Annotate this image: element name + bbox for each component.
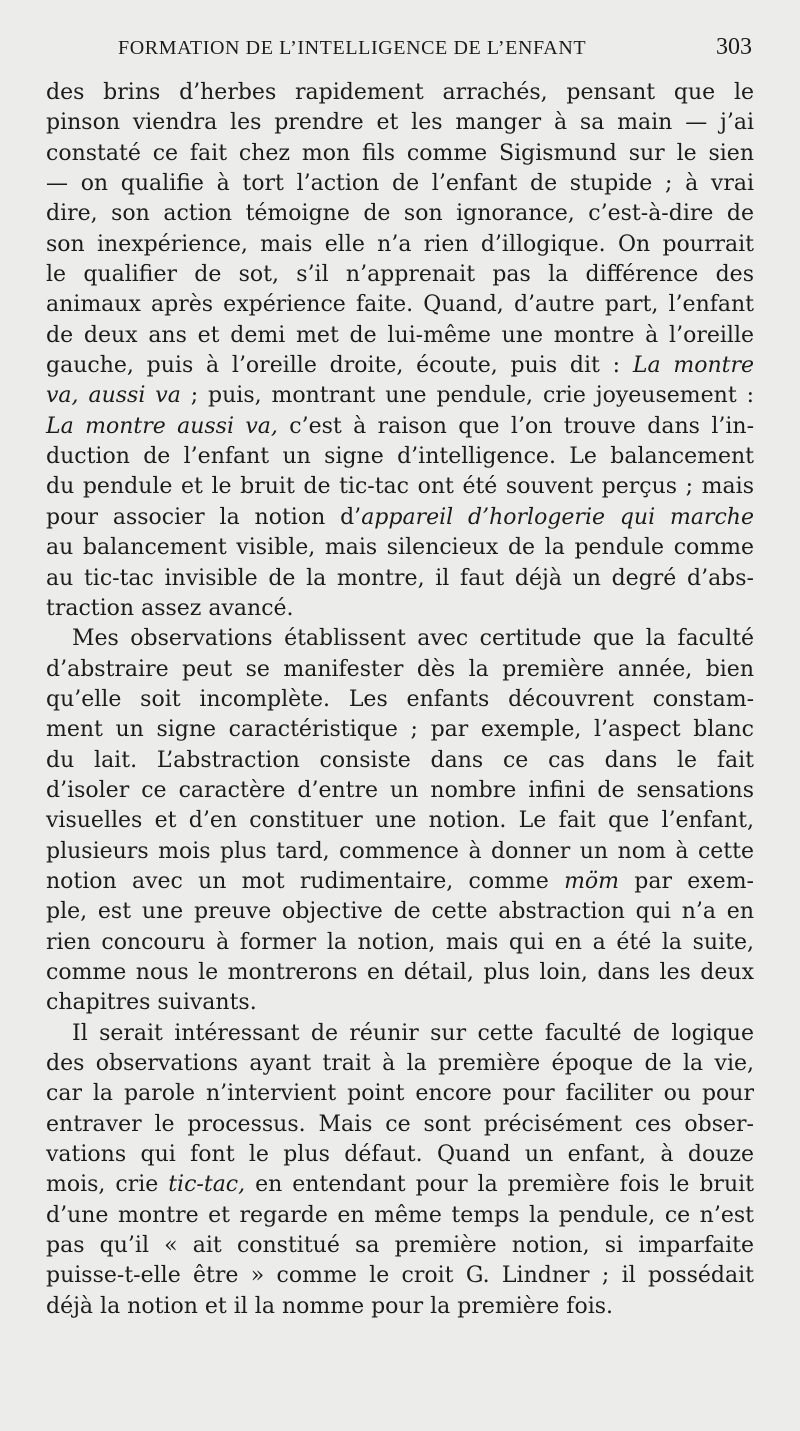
text-run: comme nous le montrerons en détail, plus loin, dans les deux bbox=[46, 959, 754, 985]
text-line bbox=[46, 1140, 754, 1170]
text-line bbox=[46, 442, 754, 472]
text-line bbox=[46, 78, 754, 108]
text-run: ment un signe caractéristique ; par exemple, l’aspect blanc bbox=[46, 717, 754, 743]
text-line bbox=[46, 837, 754, 867]
text-run: le qualifier de sot, s’il n’apprenait pas la différence des bbox=[46, 262, 754, 288]
text-run: plusieurs mois plus tard, commence à donner un nom à cette bbox=[46, 838, 754, 864]
text-line bbox=[46, 1019, 754, 1049]
text-run: d’une montre et regarde en même temps la pendule, ce n’est bbox=[46, 1202, 754, 1228]
text-run: entraver le processus. Mais ce sont précisément ces obser- bbox=[46, 1111, 754, 1137]
text-line bbox=[46, 1170, 754, 1200]
italic-text: va, aussi va bbox=[46, 383, 181, 409]
text-line bbox=[46, 108, 754, 138]
text-run: ; puis, montrant une pendule, crie joyeusement : bbox=[180, 383, 754, 409]
text-run: déjà la notion et il la nomme pour la première fois. bbox=[46, 1293, 614, 1319]
text-run: rien concouru à former la notion, mais qui en a été la suite, bbox=[46, 929, 754, 955]
text-run: c’est à raison que l’on trouve dans l’in- bbox=[277, 413, 754, 439]
text-line bbox=[46, 776, 754, 806]
text-run: des observations ayant trait à la première époque de la vie, bbox=[46, 1051, 754, 1076]
text-line bbox=[46, 806, 754, 836]
text-run: car la parole n’intervient point encore pour faciliter ou pour bbox=[46, 1081, 754, 1107]
text-line bbox=[46, 655, 754, 685]
text-run: du lait. L’abstraction consiste dans ce cas dans le fait bbox=[46, 747, 754, 773]
text-run: vations qui font le plus défaut. Quand un enfant, à douze bbox=[46, 1142, 754, 1168]
page-header bbox=[118, 34, 752, 61]
text-run: duction de l’enfant un signe d’intelligence. Le balancement bbox=[46, 444, 754, 470]
text-run: de deux ans et demi met de lui-même une montre à l’oreille bbox=[46, 322, 754, 348]
text-line bbox=[46, 321, 754, 351]
italic-text: tic-tac, bbox=[168, 1172, 246, 1198]
page-body bbox=[46, 78, 754, 1322]
italic-text: La montre bbox=[632, 353, 754, 379]
text-line bbox=[46, 746, 754, 776]
text-line bbox=[46, 624, 754, 654]
text-line bbox=[46, 199, 754, 229]
text-run: visuelles et d’en constituer une notion. Le fait que l’enfant, bbox=[46, 808, 754, 834]
paragraph bbox=[46, 1019, 754, 1322]
text-run: constaté ce fait chez mon fils comme Sigismund sur le sien bbox=[46, 140, 754, 166]
text-line bbox=[46, 564, 754, 594]
text-run: pas qu’il « ait constitué sa première notion, si imparfaite bbox=[46, 1233, 754, 1259]
text-run: Mes observations établissent avec certitude que la faculté bbox=[72, 626, 754, 652]
italic-text: appareil d’horlogerie qui marche bbox=[361, 504, 754, 530]
text-run: des brins d’herbes rapidement arrachés, pensant que le bbox=[46, 80, 754, 105]
text-line bbox=[46, 867, 754, 897]
text-run: son inexpérience, mais elle n’a rien d’illogique. On pourrait bbox=[46, 231, 754, 257]
text-run: au tic-tac invisible de la montre, il faut déjà un degré d’abs- bbox=[46, 565, 754, 591]
text-line bbox=[46, 685, 754, 715]
text-line bbox=[46, 1049, 754, 1079]
text-run: ple, est une preuve objective de cette abstraction qui n’a en bbox=[46, 899, 754, 925]
text-run: du pendule et le bruit de tic-tac ont été souvent perçus ; mais bbox=[46, 474, 754, 500]
text-line bbox=[46, 290, 754, 320]
text-run: Il serait intéressant de réunir sur cette faculté de logique bbox=[72, 1020, 754, 1046]
text-line bbox=[46, 594, 754, 624]
text-line bbox=[46, 928, 754, 958]
text-run: dire, son action témoigne de son ignorance, c’est-à-dire de bbox=[46, 201, 754, 227]
text-line bbox=[46, 472, 754, 502]
text-run: — on qualifie à tort l’action de l’enfant de stupide ; à vrai bbox=[46, 171, 754, 197]
italic-text: möm bbox=[564, 868, 620, 894]
text-line bbox=[46, 897, 754, 927]
paragraph bbox=[46, 78, 754, 624]
running-title: FORMATION DE L’INTELLIGENCE DE L’ENFANT bbox=[118, 37, 587, 59]
text-line bbox=[46, 503, 754, 533]
italic-text: La montre aussi va, bbox=[46, 413, 278, 439]
text-line bbox=[46, 260, 754, 290]
text-line bbox=[46, 351, 754, 381]
text-line bbox=[46, 715, 754, 745]
text-run: puisse-t-elle être » comme le croit G. Lindner ; il possédait bbox=[46, 1263, 754, 1289]
text-line bbox=[46, 1261, 754, 1291]
text-line bbox=[46, 988, 754, 1018]
text-run: notion avec un mot rudimentaire, comme bbox=[46, 868, 565, 894]
text-line bbox=[46, 1110, 754, 1140]
text-run: gauche, puis à l’oreille droite, écoute, puis dit : bbox=[46, 353, 633, 379]
text-line bbox=[46, 1231, 754, 1261]
text-run: qu’elle soit incomplète. Les enfants découvrent constam- bbox=[46, 686, 754, 712]
paragraph bbox=[46, 624, 754, 1018]
text-run: d’isoler ce caractère d’entre un nombre infini de sensations bbox=[46, 777, 754, 803]
page-number: 303 bbox=[716, 34, 752, 60]
text-run: traction assez avancé. bbox=[46, 595, 294, 621]
text-run: en entendant pour la première fois le bruit bbox=[245, 1172, 754, 1198]
text-line bbox=[46, 958, 754, 988]
text-line bbox=[46, 230, 754, 260]
text-line bbox=[46, 1079, 754, 1109]
text-line bbox=[46, 169, 754, 199]
text-run: pour associer la notion d’ bbox=[46, 504, 362, 530]
text-run: mois, crie bbox=[46, 1172, 169, 1198]
text-line bbox=[46, 381, 754, 411]
text-line bbox=[46, 1201, 754, 1231]
text-run: au balancement visible, mais silencieux de la pendule comme bbox=[46, 535, 754, 561]
text-line bbox=[46, 139, 754, 169]
text-line bbox=[46, 533, 754, 563]
text-line bbox=[46, 1292, 754, 1322]
text-line bbox=[46, 412, 754, 442]
text-run: pinson viendra les prendre et les manger à sa main — j’ai bbox=[46, 110, 754, 136]
text-run: d’abstraire peut se manifester dès la première année, bien bbox=[46, 656, 754, 682]
text-run: animaux après expérience faite. Quand, d’autre part, l’enfant bbox=[46, 292, 754, 318]
text-run: par exem- bbox=[619, 868, 754, 894]
text-run: chapitres suivants. bbox=[46, 990, 257, 1016]
